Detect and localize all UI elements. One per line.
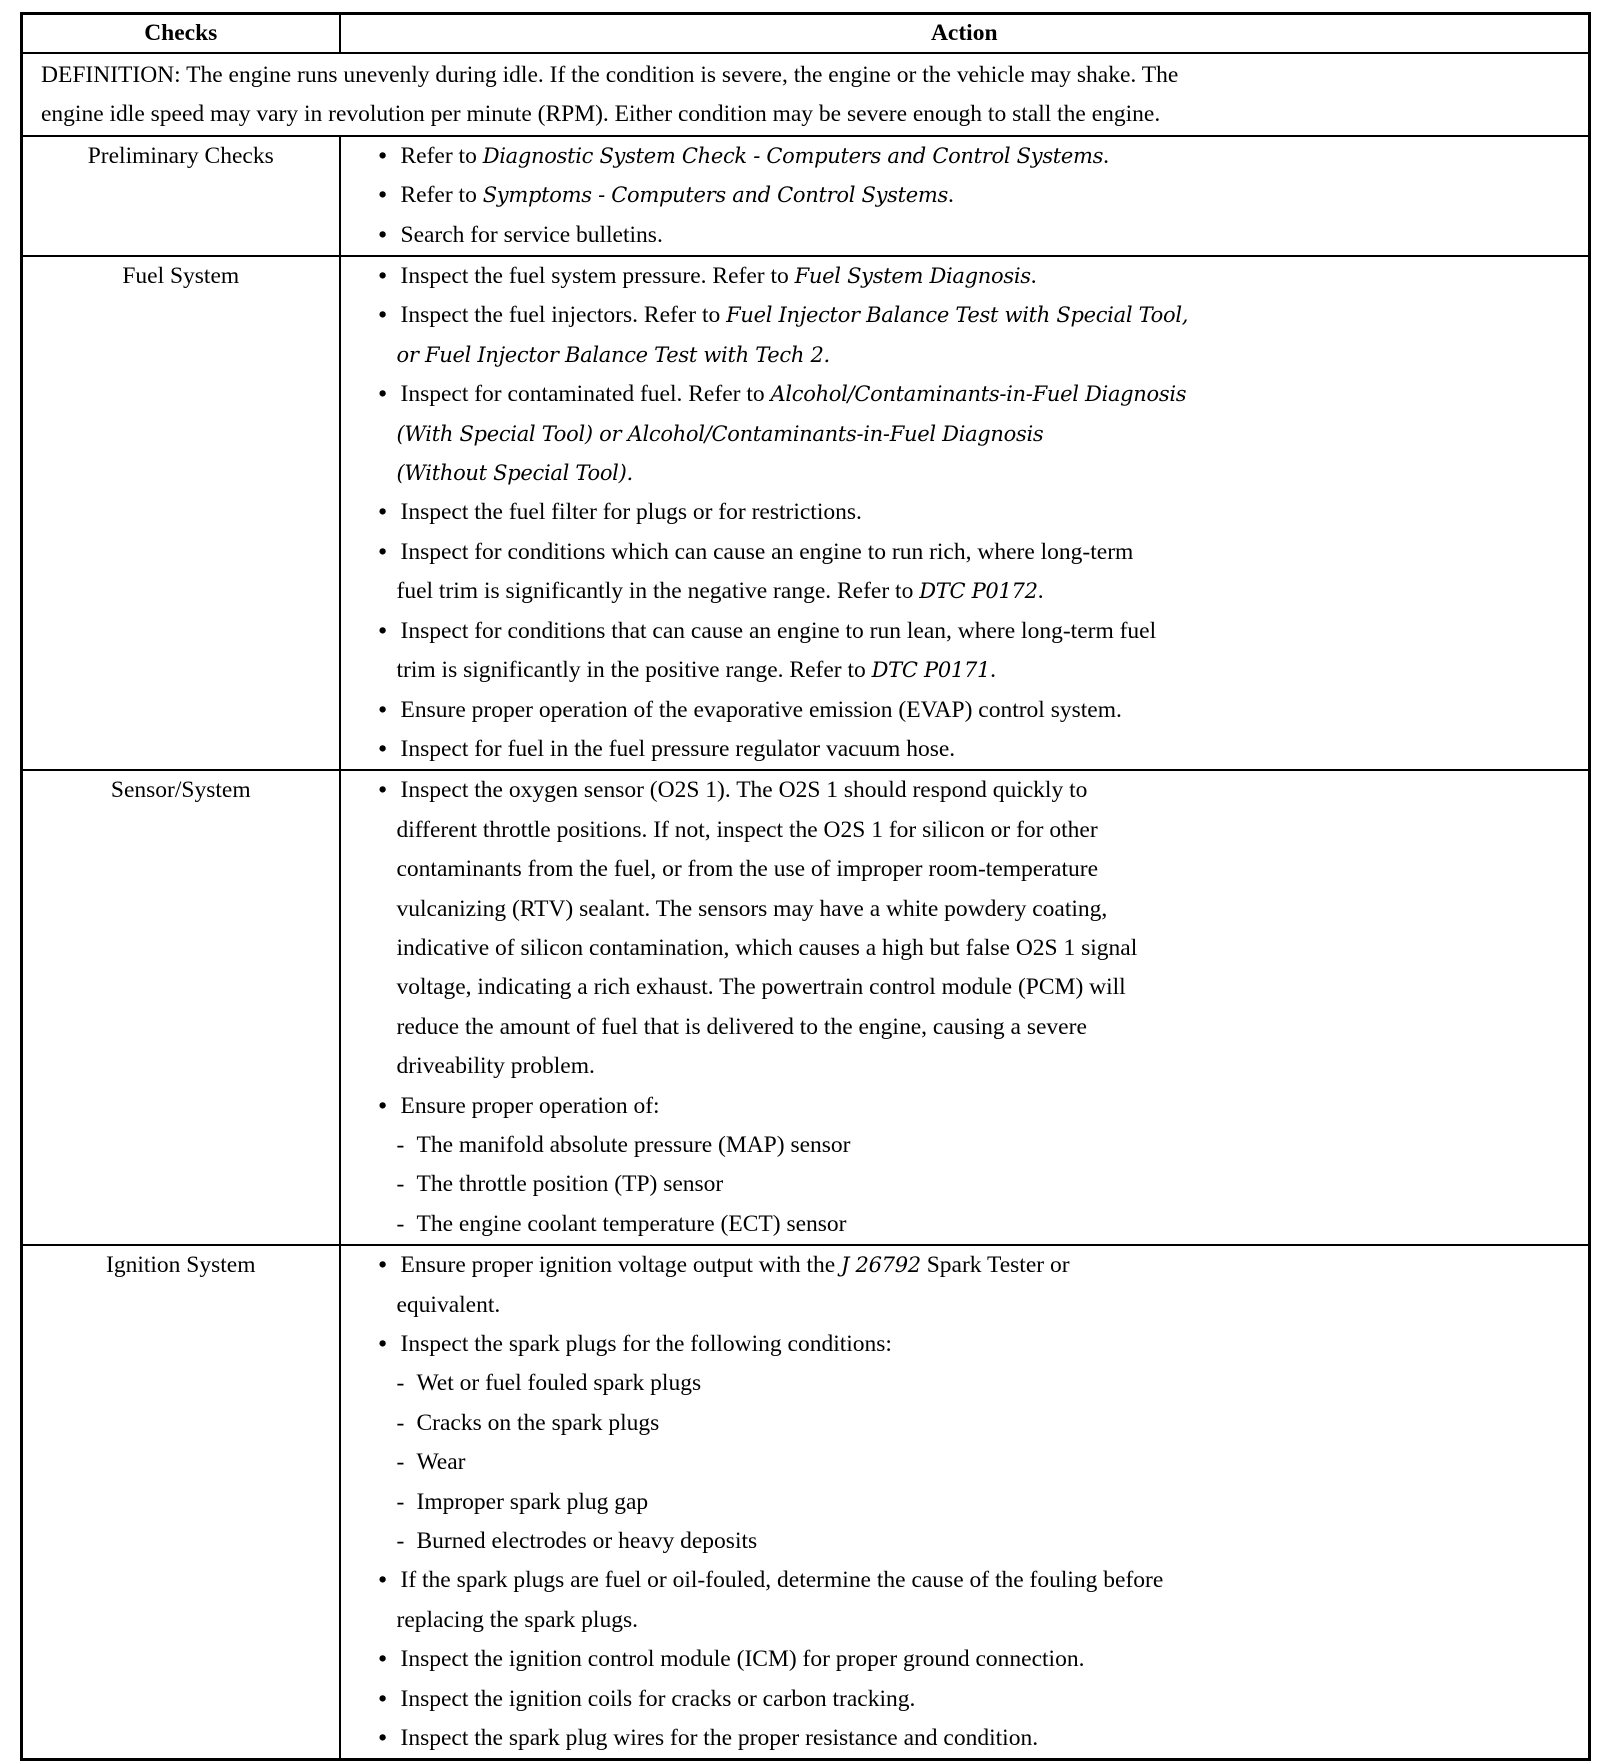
bullet-item	[379, 1680, 1589, 1719]
bullet-text: .	[1103, 142, 1110, 169]
bullet-text: Inspect the fuel filter for plugs or for restrictions.	[400, 499, 862, 526]
bullet-item	[379, 375, 1589, 414]
bullet-text: Search for service bulletins.	[400, 221, 663, 248]
reference-link: (With Special Tool) or Alcohol/Contaminants-in-Fuel Diagnosis	[396, 421, 1044, 446]
bullet-continuation: replacing the spark plugs.	[396, 1606, 638, 1633]
bullet-continuation: different throttle positions. If not, inspect the O2S 1 for silicon or for other	[396, 816, 1098, 843]
bullet-item	[379, 176, 1589, 215]
reference-link: DTC P0171	[871, 658, 991, 683]
reference-link: Alcohol/Contaminants-in-Fuel Diagnosis	[770, 382, 1187, 407]
bullet-text: Ensure proper operation of the evaporative emission (EVAP) control system.	[400, 696, 1122, 723]
bullet-text: Inspect the fuel injectors. Refer to	[400, 302, 727, 329]
definition-line: engine idle speed may vary in revolution per minute (RPM). Either condition may be severe enough to stall the engine.	[41, 101, 1161, 128]
reference-link: or Fuel Injector Balance Test with Tech 2.	[396, 342, 830, 367]
bullet-text: Inspect the ignition coils for cracks or carbon tracking.	[400, 1685, 916, 1712]
bullet-item	[379, 1561, 1589, 1600]
bullet-text: Refer to	[400, 142, 483, 169]
bullet-item	[379, 216, 1589, 255]
sub-item: - Burned electrodes or heavy deposits	[379, 1522, 1589, 1561]
bullet-text: .	[990, 657, 996, 684]
header-action: Action	[340, 14, 1590, 54]
bullet-text: fuel trim is significantly in the negative range. Refer to	[396, 578, 920, 605]
bullet-continuation: vulcanizing (RTV) sealant. The sensors may have a white powdery coating,	[396, 895, 1108, 922]
bullet-item	[379, 1087, 1589, 1126]
bullet-text: Inspect for contaminated fuel. Refer to	[400, 381, 771, 408]
diagnostic-table	[20, 12, 1591, 1761]
bullet-continuation	[379, 572, 1589, 611]
bullet-text: Inspect the fuel system pressure. Refer to	[400, 263, 795, 290]
bullet-item	[379, 493, 1589, 532]
sub-item: - Cracks on the spark plugs	[379, 1404, 1589, 1443]
check-preliminary: Preliminary Checks	[22, 136, 340, 256]
bullet-text: If the spark plugs are fuel or oil-fouled, determine the cause of the fouling before	[400, 1567, 1164, 1594]
header-checks: Checks	[22, 14, 340, 54]
reference-link: (Without Special Tool).	[396, 461, 633, 486]
bullet-text: Inspect the ignition control module (ICM) for proper ground connection.	[400, 1646, 1085, 1673]
bullet-item	[379, 533, 1589, 572]
bullet-item	[379, 257, 1589, 296]
action-fuel-system	[340, 256, 1590, 770]
bullet-continuation	[379, 651, 1589, 690]
bullet-text: Spark Tester or	[920, 1252, 1070, 1279]
reference-link: Fuel System Diagnosis	[794, 264, 1031, 289]
bullet-text: Ensure proper operation of:	[400, 1092, 660, 1119]
action-ignition-system	[340, 1245, 1590, 1760]
bullet-item	[379, 296, 1589, 335]
check-sensor-system: Sensor/System	[22, 770, 340, 1245]
definition-cell	[22, 53, 1590, 136]
header-row	[22, 14, 1590, 54]
check-fuel-system: Fuel System	[22, 256, 340, 770]
action-sensor-system	[340, 770, 1590, 1245]
bullet-text: Inspect the oxygen sensor (O2S 1). The O2S 1 should respond quickly to	[400, 777, 1088, 804]
bullet-item	[379, 1246, 1589, 1285]
bullet-text: Inspect the spark plugs for the following conditions:	[400, 1331, 892, 1357]
table-row	[22, 1245, 1590, 1760]
bullet-text: Ensure proper ignition voltage output with the	[400, 1252, 842, 1279]
reference-link: Fuel Injector Balance Test with Special Tool,	[726, 303, 1189, 328]
sub-item: - The manifold absolute pressure (MAP) sensor	[379, 1126, 1589, 1165]
reference-link: DTC P0172	[919, 579, 1038, 604]
bullet-item	[379, 1640, 1589, 1679]
sub-item: - Improper spark plug gap	[379, 1483, 1589, 1522]
sub-item: - Wet or fuel fouled spark plugs	[379, 1364, 1589, 1403]
bullet-text: Inspect the spark plug wires for the proper resistance and condition.	[400, 1725, 1039, 1752]
bullet-text: Inspect for fuel in the fuel pressure regulator vacuum hose.	[400, 735, 956, 762]
bullet-item	[379, 612, 1589, 651]
definition-row	[22, 53, 1590, 136]
bullet-item	[379, 771, 1589, 810]
table-row	[22, 256, 1590, 770]
bullet-item	[379, 1325, 1589, 1364]
bullet-continuation: voltage, indicating a rich exhaust. The powertrain control module (PCM) will	[396, 974, 1126, 1001]
sub-item: - The throttle position (TP) sensor	[379, 1165, 1589, 1204]
sub-item: - Wear	[379, 1443, 1589, 1482]
definition-line: DEFINITION: The engine runs unevenly during idle. If the condition is severe, the engine or the vehicle may shake. The	[41, 62, 1179, 88]
bullet-item	[379, 691, 1589, 730]
bullet-text: .	[948, 182, 954, 209]
table-row	[22, 136, 1590, 256]
bullet-text: .	[1037, 578, 1044, 605]
bullet-text: Inspect for conditions that can cause an engine to run lean, where long-term fuel	[400, 617, 1157, 644]
action-preliminary	[340, 136, 1590, 256]
bullet-item	[379, 730, 1589, 769]
bullet-continuation: driveability problem.	[396, 1053, 595, 1080]
reference-link: J 26792	[841, 1253, 921, 1278]
bullet-continuation: reduce the amount of fuel that is delivered to the engine, causing a severe	[396, 1013, 1087, 1040]
bullet-continuation: equivalent.	[396, 1291, 501, 1318]
bullet-text: .	[1030, 263, 1037, 290]
bullet-text: Inspect for conditions which can cause an engine to run rich, where long-term	[400, 538, 1134, 565]
sub-item: - The engine coolant temperature (ECT) sensor	[379, 1205, 1589, 1244]
bullet-text: Refer to	[400, 182, 483, 209]
table-row	[22, 770, 1590, 1245]
bullet-item	[379, 1719, 1589, 1758]
bullet-continuation: indicative of silicon contamination, which causes a high but false O2S 1 signal	[396, 934, 1138, 961]
reference-link: Symptoms - Computers and Control Systems	[482, 183, 948, 208]
bullet-continuation: contaminants from the fuel, or from the use of improper room-temperature	[396, 856, 1099, 883]
bullet-item	[379, 137, 1589, 176]
bullet-text: trim is significantly in the positive range. Refer to	[396, 657, 872, 684]
reference-link: Diagnostic System Check - Computers and Control Systems	[482, 143, 1104, 168]
check-ignition-system: Ignition System	[22, 1245, 340, 1760]
